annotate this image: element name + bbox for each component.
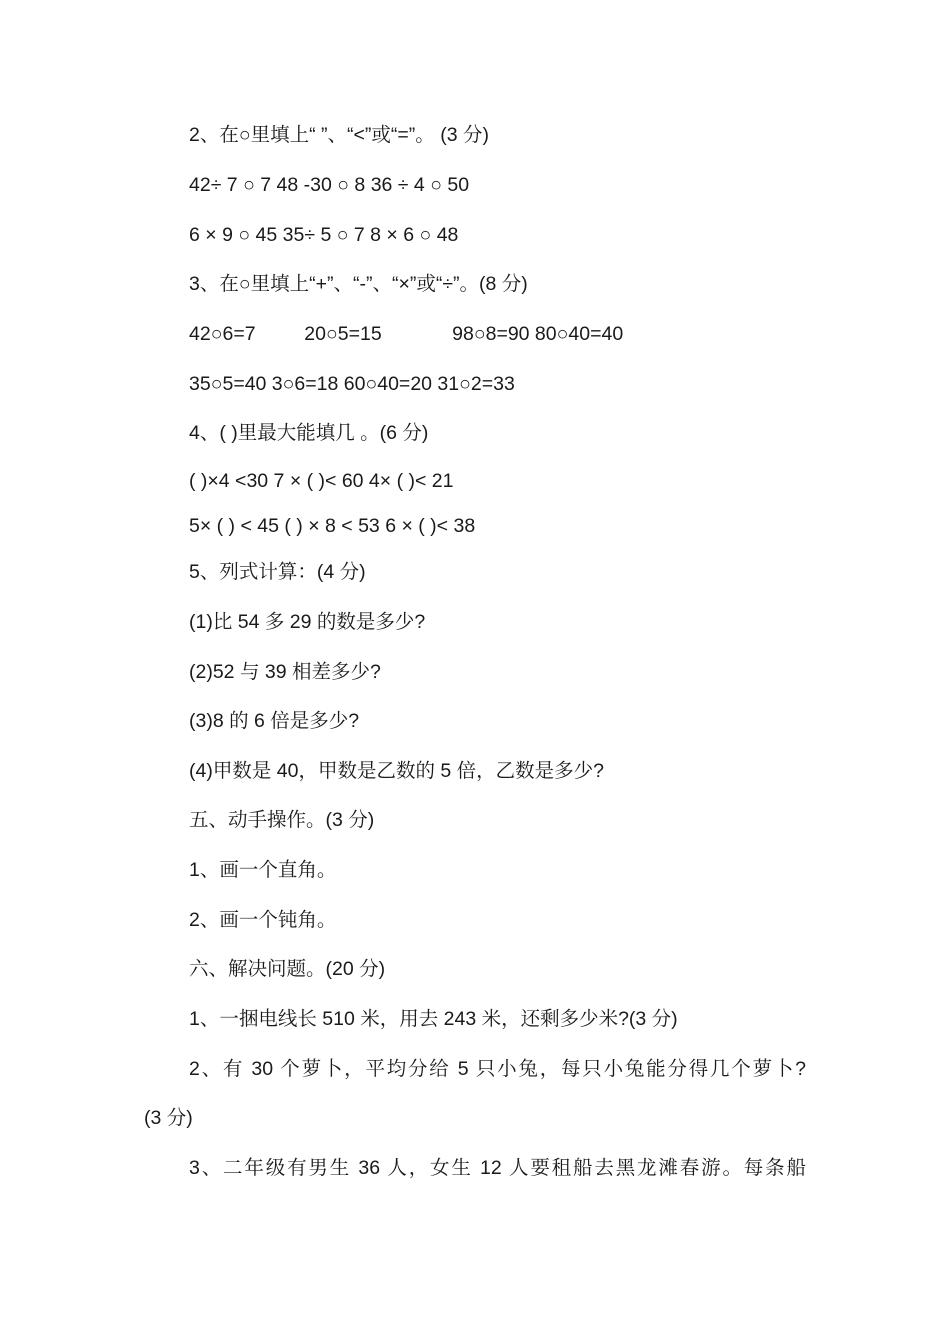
question-5-item-4: (4)甲数是 40，甲数是乙数的 5 倍，乙数是多少? <box>189 760 604 782</box>
question-4-row-1: ( )×4 <30 7 × ( )< 60 4× ( )< 21 <box>189 470 454 492</box>
question-5-item-3: (3)8 的 6 倍是多少? <box>189 710 360 732</box>
section-5-item-2: 2、画一个钝角。 <box>189 909 337 931</box>
section-6-problem-2-continued: (3 分) <box>144 1107 193 1129</box>
section-6-problem-2: 2、有 30 个萝卜，平均分给 5 只小兔，每只小兔能分得几个萝卜? <box>189 1058 806 1080</box>
question-5-title: 5、列式计算：(4 分) <box>189 561 366 583</box>
question-5-item-1: (1)比 54 多 29 的数是多少? <box>189 611 426 633</box>
question-4-row-2: 5× ( ) < 45 ( ) × 8 < 53 6 × ( )< 38 <box>189 515 476 537</box>
question-2-row-2: 6 × 9 ○ 45 35÷ 5 ○ 7 8 × 6 ○ 48 <box>189 224 459 246</box>
question-3-row-1: 42○6=7 20○5=15 98○8=90 80○40=40 <box>189 323 624 345</box>
question-2-title: 2、在○里填上“ ”、“<”或“=”。 (3 分) <box>189 124 489 146</box>
section-5-item-1: 1、画一个直角。 <box>189 859 337 881</box>
question-5-item-2: (2)52 与 39 相差多少? <box>189 661 381 683</box>
section-6-heading: 六、解决问题。(20 分) <box>189 958 386 980</box>
question-3-title: 3、在○里填上“+”、“-”、“×”或“÷”。(8 分) <box>189 273 528 295</box>
section-6-problem-1: 1、一捆电线长 510 米，用去 243 米，还剩多少米?(3 分) <box>189 1008 678 1030</box>
section-6-problem-3: 3、二年级有男生 36 人，女生 12 人要租船去黑龙滩春游。每条船 <box>189 1157 806 1179</box>
question-3-row-2: 35○5=40 3○6=18 60○40=20 31○2=33 <box>189 373 515 395</box>
question-4-title: 4、( )里最大能填几 。(6 分) <box>189 422 429 444</box>
section-5-heading: 五、动手操作。(3 分) <box>189 809 375 831</box>
question-2-row-1: 42÷ 7 ○ 7 48 -30 ○ 8 36 ÷ 4 ○ 50 <box>189 174 470 196</box>
